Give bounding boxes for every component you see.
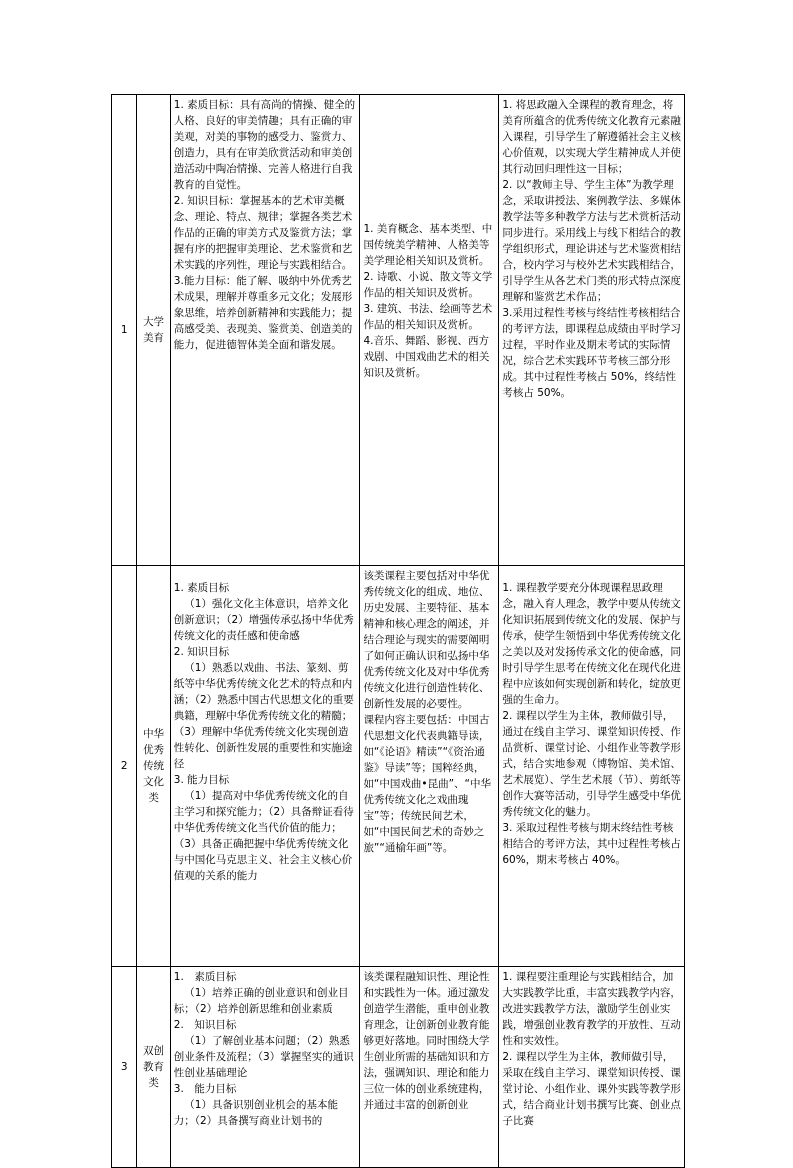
course-goals xyxy=(170,566,360,967)
content-paragraph: 该类课程主要包括对中华优秀传统文化的组成、地位、历史发展、主要特征、基本精神和核心理念的阐述，并结合理论与现实的需要阐明了如何正确认识和弘扬中华优秀传统文化及对中华优秀传统文化进行创造性转化、创新性发展的必要性。 xyxy=(363,570,490,710)
content-paragraph: 4.音乐、舞蹈、影视、西方戏剧、中国戏曲艺术的相关知识及赏析。 xyxy=(363,335,490,379)
course-content xyxy=(360,566,499,967)
content-paragraph: 该类课程融知识性、理论性和实践性为一体。通过激发创造学生潜能，重申创业教育理念，让创新创业教育能够更好落地。同时围绕大学生创业所需的基础知识和方法，强调知识、理论和能力三位一体的创业系统建构，并通过丰富的创新创业 xyxy=(363,971,490,1111)
content-paragraph: 2. 诗歌、小说、散文等文学作品的相关知识及赏析。 xyxy=(363,271,493,299)
method-paragraph: 1. 课程要注重理论与实践相结合，加大实践教学比重，丰富实践教学内容，改进实践教学方法，激励学生创业实践，增强创业教育教学的开放性、互动性和实效性。 xyxy=(502,971,681,1047)
table-row xyxy=(112,566,685,967)
goal-paragraph: 2. 知识目标：掌握基本的艺术审美概念、理论、特点、规律；掌握各类艺术作品的正确的审美方式及鉴赏方法；掌握有序的把握审美理论、艺术鉴赏和艺术实践的序列性，理论与实践相结合。 xyxy=(173,195,353,271)
course-methods xyxy=(499,967,685,1168)
content-paragraph: 课程内容主要包括：中国古代思想文化代表典籍导读，如“《论语》精读”“《资治通鉴》导读”等；国粹经典，如“中国戏曲•昆曲”、“中华优秀传统文化之戏曲瑰宝”等；传统民间艺术，如“中国民间艺术的奇妙之旅”“通榆年画”等。 xyxy=(363,714,491,854)
row-number: 3 xyxy=(112,967,137,1168)
table-row xyxy=(112,95,685,566)
course-content xyxy=(360,967,499,1168)
course-content xyxy=(360,95,499,566)
course-name: 大学美育 xyxy=(137,95,170,566)
goal-heading: 2. 知识目标 xyxy=(173,1019,237,1031)
course-name: 双创教育类 xyxy=(137,967,170,1168)
goal-heading: 3. 能力目标 xyxy=(173,774,230,786)
row-number: 1 xyxy=(112,95,137,566)
goal-paragraph: （1）熟悉以戏曲、书法、篆刻、剪纸等中华优秀传统文化艺术的特点和内涵；（2）熟悉中国古代思想文化的重要典籍，理解中华优秀传统文化的精髓；（3）理解中华优秀传统文化实现创造性转化、创新性发展的重要性和实施途径 xyxy=(173,662,354,770)
goal-heading: 2. 知识目标 xyxy=(173,646,230,658)
course-goals xyxy=(170,967,360,1168)
goal-heading: 1. 素质目标 xyxy=(173,582,230,594)
method-paragraph: 2. 课程以学生为主体，教师做引导，采取在线自主学习、课堂知识传授、课堂讨论、小组作业、课外实践等教学形式，结合商业计划书撰写比赛、创业点子比赛 xyxy=(502,1051,681,1127)
method-paragraph: 1. 将思政融入全课程的教育理念，将美育所蕴含的优秀传统文化教育元素融入课程，引导学生了解遵循社会主义核心价值观，以实现大学生精神成人并使其行动回归理性这一目标； xyxy=(502,99,681,175)
goal-paragraph: （1）培养正确的创业意识和创业目标；（2）培养创新思维和创业素质 xyxy=(173,987,349,1015)
method-paragraph: 2. 以“教师主导、学生主体”为教学理念，采取讲授法、案例教学法、多媒体教学法等多种教学方法与艺术赏析活动同步进行。采用线上与线下相结合的教学组织形式，理论讲述与艺术鉴赏相结合，校内学习与校外艺术实践相结合，引导学生从各艺术门类的形式特点深度理解和鉴赏艺术作品； xyxy=(502,179,681,303)
goal-paragraph: （1）强化文化主体意识，培养文化创新意识；（2）增强传承弘扬中华优秀传统文化的责任感和使命感 xyxy=(173,598,354,642)
method-paragraph: 1. 课程教学要充分体现课程思政理念，融入育人理念，教学中要从传统文化知识拓展到传统文化的发展、保护与传承，使学生领悟到中华优秀传统文化之美以及对发扬传承文化的使命感，同时引导学生思考在传统文化在现代化进程中应该如何实现创新和转化，绽放更强的生命力。 xyxy=(502,582,681,706)
goal-paragraph: （1）了解创业基本问题；（2）熟悉创业条件及流程；（3）掌握坚实的通识性创业基础理论 xyxy=(173,1035,354,1079)
method-paragraph: 2. 课程以学生为主体，教师做引导，通过在线自主学习、课堂知识传授、作品赏析、课堂讨论、小组作业等教学形式，结合实地参观（博物馆、美术馆、艺术展览）、学生艺术展（节）、剪纸等创作大赛等活动，引导学生感受中华优秀传统文化的魅力。 xyxy=(502,710,681,818)
goal-paragraph: （1）提高对中华优秀传统文化的自主学习和探究能力；（2）具备辩证看待中华优秀传统文化当代价值的能力；（3）具备正确把握中华优秀传统文化与中国化马克思主义、社会主义核心价值观的关系的能力 xyxy=(173,790,354,882)
table-row xyxy=(112,967,685,1168)
course-name: 中华优秀传统文化类 xyxy=(137,566,170,967)
goal-paragraph: 1. 素质目标：具有高尚的情操、健全的人格、良好的审美情趣；具有正确的审美观，对美的事物的感受力、鉴赏力、创造力，具有在审美欣赏活动和审美创造活动中陶冶情操、完善人格进行自我教育的自觉性。 xyxy=(173,99,356,191)
course-methods xyxy=(499,95,685,566)
content-paragraph: 1. 美育概念、基本类型、中国传统美学精神、人格美等美学理论相关知识及赏析。 xyxy=(363,223,493,267)
course-table xyxy=(111,94,685,1168)
course-goals xyxy=(170,95,360,566)
method-paragraph: 3. 采取过程性考核与期末终结性考核相结合的考评方法，其中过程性考核占 60%，期末考核占 40%。 xyxy=(502,822,681,866)
goal-heading: 3. 能力目标 xyxy=(173,1083,237,1095)
goal-heading: 1. 素质目标 xyxy=(173,971,237,983)
goal-paragraph: （1）具备识别创业机会的基本能力；（2）具备撰写商业计划书的 xyxy=(173,1099,338,1127)
method-paragraph: 3.采用过程性考核与终结性考核相结合的考评方法，即课程总成绩由平时学习过程，平时作业及期末考试的实际情况，综合艺术实践环节考核三部分形成。其中过程性考核占 50%，终结性考核占 50%。 xyxy=(502,307,681,399)
goal-paragraph: 3.能力目标：能了解、吸纳中外优秀艺术成果，理解并尊重多元文化；发展形象思维，培养创新精神和实践能力；提高感受美、表现美、鉴赏美、创造美的能力，促进德智体美全面和谐发展。 xyxy=(173,275,353,351)
row-number: 2 xyxy=(112,566,137,967)
course-methods xyxy=(499,566,685,967)
content-paragraph: 3. 建筑、书法、绘画等艺术作品的相关知识及赏析。 xyxy=(363,303,493,331)
